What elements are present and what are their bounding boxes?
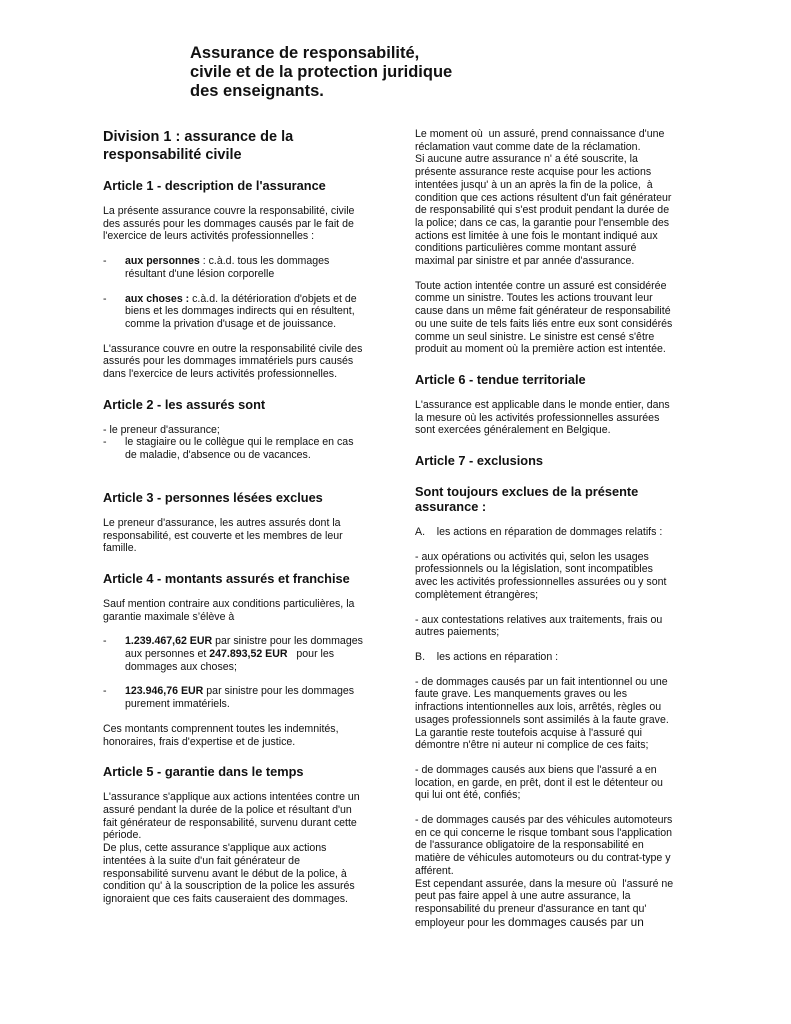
article-2-heading: Article 2 - les assurés sont xyxy=(103,396,266,412)
title-line: Assurance de responsabilité, xyxy=(190,44,420,62)
list-item: - aux personnes : c.à.d. tous les dommages résultant d'une lésion corporelle xyxy=(103,255,330,280)
article-5-continued: Le moment où un assuré, prend connaissance d'une réclamation vaut comme date de la réclamation. Si aucune autre assurance n' a été souscrite, la présente assurance reste acquise pour les actions intentées jusqu' à un an après la fin de la police, à condition que ces actions résultent d'un fait générateur de responsabilité qui s'est produit pendant la durée de la police; dans ce cas, la garantie pour l'ensemble des actions est limitée à une fois le montant indiqué aux conditions particulières comme montant assuré maximal par sinistre et par année d'assurance. xyxy=(415,128,672,268)
article-2-line: - le preneur d'assurance; xyxy=(103,423,220,436)
list-item: - le stagiaire ou le collègue qui le remplace en cas de maladie, d'absence ou de vacances. xyxy=(103,436,354,462)
article-5-sinistre: Toute action intentée contre un assuré est considérée comme un sinistre. Toutes les actions trouvant leur cause dans un même fait générateur de responsabilité ou une suite de tels faits liés entre eux sont considérés comme un seul sinistre. Le sinistre est censé s'être produit au moment où la première action est intentée. xyxy=(415,279,673,356)
article-5-heading: Article 5 - garantie dans le temps xyxy=(103,764,304,780)
dash-bullet: - xyxy=(103,292,107,305)
list-item: - 1.239.467,62 EUR par sinistre pour les dommages aux personnes et 247.893,52 EUR pour les dommages aux choses; xyxy=(103,635,363,673)
article-7-heading: Article 7 - exclusions xyxy=(415,453,544,469)
exclusion-a1: - aux opérations ou activités qui, selon les usages professionnels ou la législation, sont incompatibles avec les activités professionnelles assurées ou y sont complètement étrangères; xyxy=(415,550,667,601)
dash-bullet: - xyxy=(103,255,107,268)
title-line: des enseignants. xyxy=(190,82,324,100)
article-7-subheading: Sont toujours exclues de la présente assurance : xyxy=(415,484,639,515)
article-4-outro: Ces montants comprennent toutes les indemnités, honoraires, frais d'expertise et de justice. xyxy=(103,722,339,748)
article-1-intro: La présente assurance couvre la responsabilité, civile des assurés pour les dommages causés par le fait de l'exercice de leurs activités professionnelles : xyxy=(103,205,355,243)
exclusion-b2: - de dommages causés aux biens que l'assuré a en location, en garde, en prêt, dont il est le détenteur ou qui lui ont été, confiés; xyxy=(415,763,663,802)
exclusion-a: A. les actions en réparation de dommages relatifs : xyxy=(415,526,663,539)
exclusion-b3: - de dommages causés par des véhicules automoteurs en ce qui concerne le risque tombant sous l'application de l'assurance obligatoire de la responsabilité en matière de véhicules automoteurs ou du contrat-type y afférent. Est cependant assurée, dans la mesure où l'assuré ne peut pas faire appel à une autre assurance, la responsabilité du preneur d'assurance en tant qu' employeur pour les dommages causés par un xyxy=(415,814,674,929)
dash-bullet: - xyxy=(103,635,107,648)
dash-bullet: - xyxy=(103,436,107,449)
article-4-heading: Article 4 - montants assurés et franchise xyxy=(103,570,350,586)
article-6-text: L'assurance est applicable dans le monde entier, dans la mesure où les activités professionnelles assurées sont exercées généralement en Belgique. xyxy=(415,398,670,437)
exclusion-a2: - aux contestations relatives aux traitements, frais ou autres paiements; xyxy=(415,613,663,639)
division-heading: Division 1 : assurance de la responsabilité civile xyxy=(103,129,294,163)
article-1-heading: Article 1 - description de l'assurance xyxy=(103,178,326,193)
article-5-text: L'assurance s'applique aux actions intentées contre un assuré pendant la durée de la police et résultant d'un fait générateur de responsabilité, survenu durant cette période. De plus, cette assurance s'applique aux actions intentées à la suite d'un fait générateur de responsabilité survenu avant le début de la police, à condition qu' à la souscription de la police les assurés ignoraient que ces faits causeraient des dommages. xyxy=(103,791,360,905)
title-line: civile et de la protection juridique xyxy=(190,63,453,81)
list-item: - aux choses : c.à.d. la détérioration d'objets et de biens et les dommages indirects qui en résultent, comme la privation d'usage et de jouissance. xyxy=(103,292,357,330)
article-3-heading: Article 3 - personnes lésées exclues xyxy=(103,489,323,505)
right-column xyxy=(415,128,687,941)
exclusion-b1: - de dommages causés par un fait intentionnel ou une faute grave. Les manquements graves ou les infractions intentionnelles aux lois, arrêtés, règles ou usages professionnels sont assimilés à la faute grave. La garantie reste toutefois acquise à l'assuré qui démontre n'être ni auteur ni complice de ces faits; xyxy=(415,675,669,752)
article-3-text: Le preneur d'assurance, les autres assurés dont la responsabilité, est couverte et les membres de leur famille. xyxy=(103,516,343,555)
list-item: - 123.946,76 EUR par sinistre pour les dommages purement immatériels. xyxy=(103,685,355,711)
exclusion-b: B. les actions en réparation : xyxy=(415,650,559,663)
article-1-outro: L'assurance couvre en outre la responsabilité civile des assurés pour les dommages immatériels purs causés dans l'exercice de leurs activités professionnelles. xyxy=(103,342,363,381)
article-4-intro: Sauf mention contraire aux conditions particulières, la garantie maximale s’élève à xyxy=(103,597,355,623)
left-column xyxy=(103,128,375,918)
article-6-heading: Article 6 - tendue territoriale xyxy=(415,371,586,387)
dash-bullet: - xyxy=(103,685,107,698)
document-title xyxy=(190,44,520,101)
